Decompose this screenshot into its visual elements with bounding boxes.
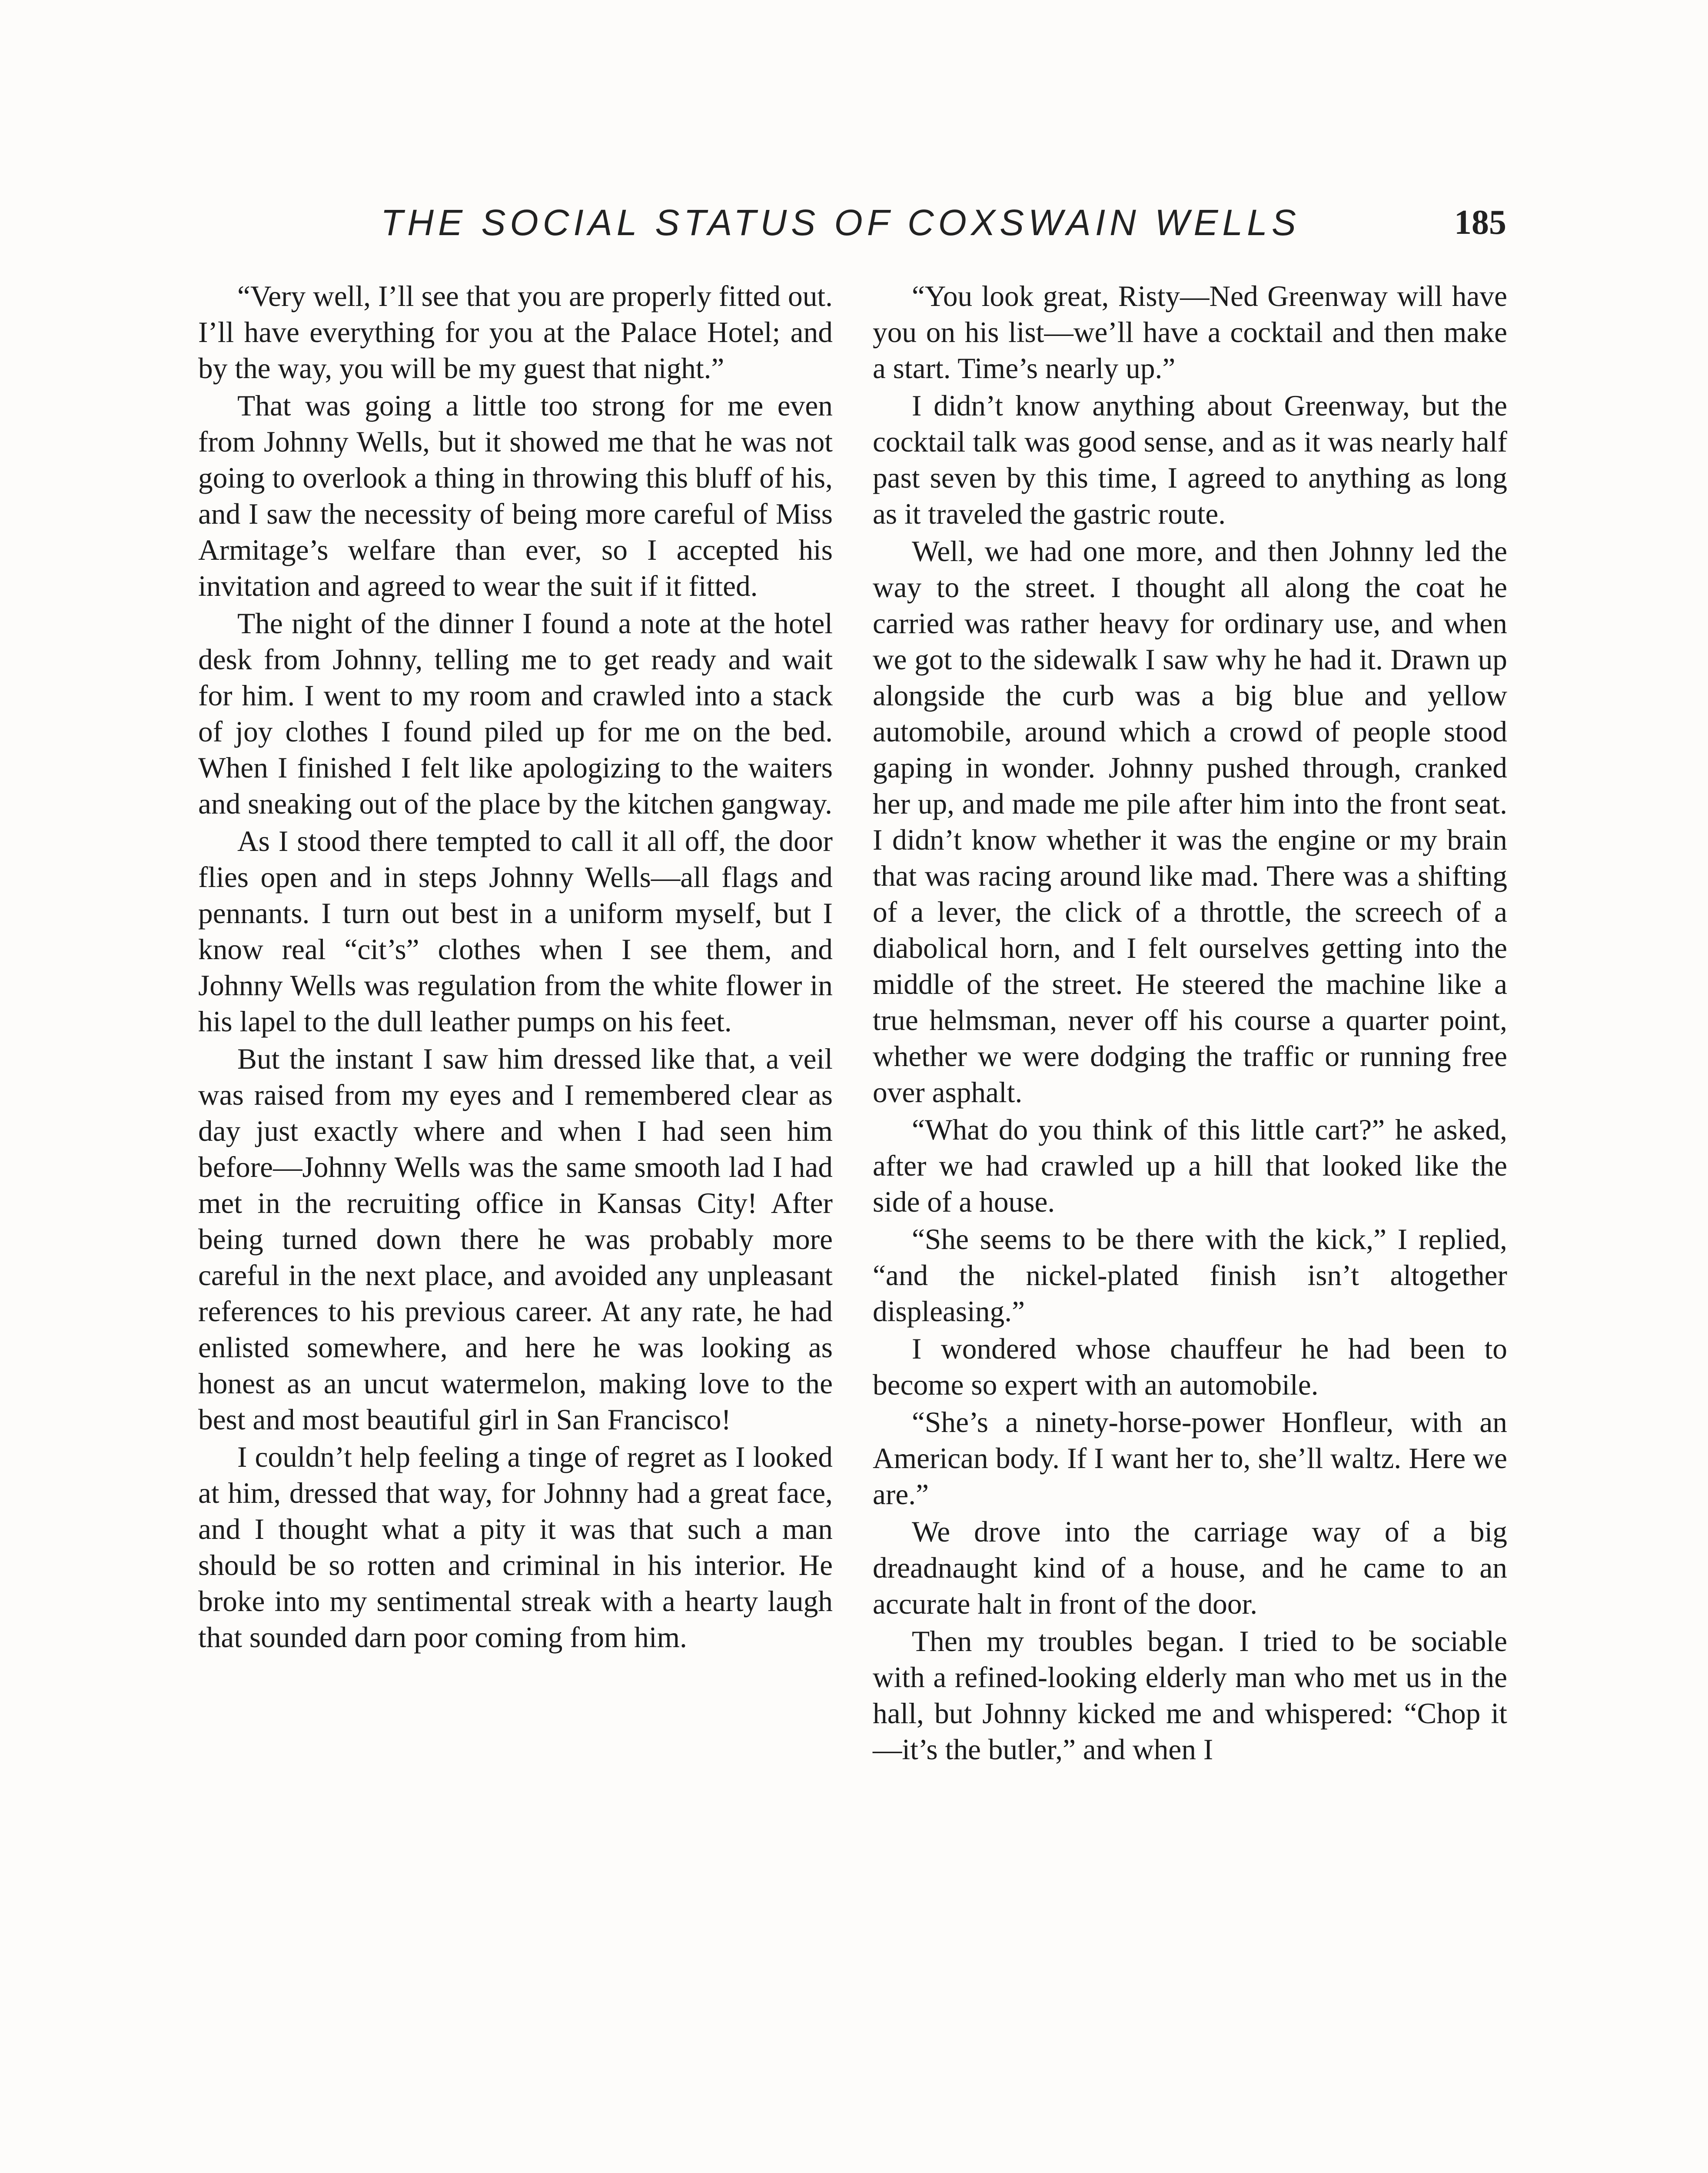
paragraph: I couldn’t help feeling a tinge of regret as I looked at him, dressed that way, for Johnny had a great face, and I thought what a pity it was that such a man should be so rotten and criminal in his interior. He broke into my sentimental streak with a hearty laugh that sounded darn poor coming from him.: [198, 1441, 833, 1654]
paragraph: “She seems to be there with the kick,” I replied, “and the nickel-plated finish isn’t altogether displeasing.”: [873, 1223, 1507, 1328]
paragraph: But the instant I saw him dressed like that, a veil was raised from my eyes and I remembered clear as day just exactly where and when I had seen him before—Johnny Wells was the same smooth lad I had met in the recruiting office in Kansas City! After being turned down there he was probably more careful in the next place, and avoided any unpleasant references to his previous career. At any rate, he had enlisted somewhere, and here he was looking as honest as an uncut watermelon, making love to the best and most beautiful girl in San Francisco!: [198, 1043, 833, 1436]
paragraph: Well, we had one more, and then Johnny led the way to the street. I thought all along the coat he carried was rather heavy for ordinary use, and when we got to the sidewalk I saw why he had it. Drawn up alongside the curb was a big blue and yellow automobile, around which a crowd of people stood gaping in wonder. Johnny pushed through, cranked her up, and made me pile after him into the front seat. I didn’t know whether it was the engine or my brain that was racing around like mad. There was a shifting of a lever, the click of a throttle, the screech of a diabolical horn, and I felt ourselves getting into the middle of the street. He steered the machine like a true helmsman, never off his course a quarter point, whether we were dodging the traffic or running free over asphalt.: [873, 535, 1507, 1109]
paragraph: As I stood there tempted to call it all off, the door flies open and in steps Johnny Wells—all flags and pennants. I turn out best in a uniform myself, but I know real “cit’s” clothes when I see them, and Johnny Wells was regulation from the white flower in his lapel to the dull leather pumps on his feet.: [198, 825, 833, 1038]
paragraph: “She’s a ninety-horse-power Honfleur, with an American body. If I want her to, she’ll waltz. Here we are.”: [873, 1406, 1507, 1511]
page-number: 185: [1454, 203, 1506, 242]
paragraph: “You look great, Risty—Ned Greenway will have you on his list—we’ll have a cocktail and then make a start. Time’s nearly up.”: [873, 280, 1507, 385]
left-column: [198, 278, 833, 1657]
running-head: [198, 196, 1506, 249]
paragraph: I didn’t know anything about Greenway, but the cocktail talk was good sense, and as it was nearly half past seven by this time, I agreed to anything as long as it traveled the gastric route.: [873, 389, 1507, 530]
paragraph: That was going a little too strong for me even from Johnny Wells, but it showed me that he was not going to overlook a thing in throwing this bluff of his, and I saw the necessity of being more careful of Miss Armitage’s welfare than ever, so I accepted his invitation and agreed to wear the suit if it fitted.: [198, 389, 833, 602]
paragraph: We drove into the carriage way of a big dreadnaught kind of a house, and he came to an accurate halt in front of the door.: [873, 1515, 1507, 1620]
paragraph: The night of the dinner I found a note at the hotel desk from Johnny, telling me to get ready and wait for him. I went to my room and crawled into a stack of joy clothes I found piled up for me on the bed. When I finished I felt like apologizing to the waiters and sneaking out of the place by the kitchen gangway.: [198, 607, 833, 820]
paragraph: “Very well, I’ll see that you are properly fitted out. I’ll have everything for you at the Palace Hotel; and by the way, you will be my guest that night.”: [198, 280, 833, 385]
paragraph: I wondered whose chauffeur he had been to become so expert with an automobile.: [873, 1332, 1507, 1401]
paragraph: “What do you think of this little cart?” he asked, after we had crawled up a hill that looked like the side of a house.: [873, 1113, 1507, 1218]
running-title: THE SOCIAL STATUS OF COXSWAIN WELLS: [381, 202, 1300, 243]
paragraph: Then my troubles began. I tried to be sociable with a refined-looking elderly man who met us in the hall, but Johnny kicked me and whispered: “Chop it—it’s the butler,” and when I: [873, 1625, 1507, 1766]
right-column: [873, 278, 1507, 1769]
